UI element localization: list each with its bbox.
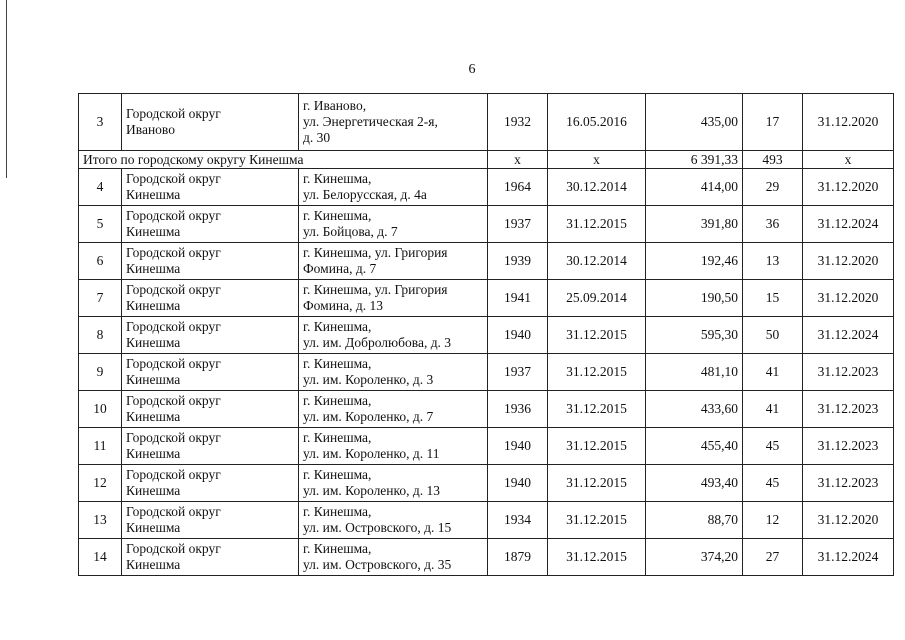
- row-number: 8: [79, 317, 122, 354]
- deadline-cell: 31.12.2024: [803, 317, 894, 354]
- address-line: г. Кинешма,: [303, 467, 372, 482]
- municipality-line: Кинешма: [126, 483, 181, 498]
- address-cell: [299, 169, 488, 206]
- row-number: 14: [79, 539, 122, 576]
- date-cell: 30.12.2014: [548, 243, 646, 280]
- address-cell: [299, 391, 488, 428]
- table-row: [79, 465, 894, 502]
- address-line: ул. Белорусская, д. 4а: [303, 187, 427, 202]
- address-line: г. Кинешма,: [303, 208, 372, 223]
- date-cell: 31.12.2015: [548, 465, 646, 502]
- address-cell: [299, 243, 488, 280]
- address-cell: [299, 539, 488, 576]
- row-number: 13: [79, 502, 122, 539]
- municipality-line: Городской округ: [126, 430, 221, 445]
- row-number: 12: [79, 465, 122, 502]
- deadline-cell: 31.12.2020: [803, 169, 894, 206]
- residents-cell: 45: [743, 465, 803, 502]
- deadline-cell: 31.12.2020: [803, 243, 894, 280]
- row-number: 7: [79, 280, 122, 317]
- table-row: [79, 206, 894, 243]
- row-number: 5: [79, 206, 122, 243]
- total-area-cell: 6 391,33: [646, 151, 743, 169]
- year-cell: 1937: [488, 354, 548, 391]
- address-line: г. Кинешма,: [303, 504, 372, 519]
- total-row: [79, 151, 894, 169]
- address-line: ул. им. Короленко, д. 3: [303, 372, 434, 387]
- residents-cell: 27: [743, 539, 803, 576]
- address-line: г. Кинешма, ул. Григория: [303, 282, 448, 297]
- area-cell: 481,10: [646, 354, 743, 391]
- deadline-cell: 31.12.2020: [803, 502, 894, 539]
- municipality-line: Городской округ: [126, 282, 221, 297]
- municipality-line: Кинешма: [126, 372, 181, 387]
- date-cell: 16.05.2016: [548, 94, 646, 151]
- residents-cell: 50: [743, 317, 803, 354]
- area-cell: 374,20: [646, 539, 743, 576]
- address-cell: [299, 502, 488, 539]
- area-cell: 192,46: [646, 243, 743, 280]
- page-number: 6: [468, 62, 476, 77]
- address-line: Фомина, д. 7: [303, 261, 377, 276]
- date-cell: 30.12.2014: [548, 169, 646, 206]
- address-line: д. 30: [303, 130, 331, 145]
- address-line: г. Кинешма, ул. Григория: [303, 245, 448, 260]
- date-cell: 31.12.2015: [548, 391, 646, 428]
- address-line: ул. им. Добролюбова, д. 3: [303, 335, 452, 350]
- deadline-cell: 31.12.2020: [803, 94, 894, 151]
- municipality-line: Кинешма: [126, 520, 181, 535]
- residents-cell: 45: [743, 428, 803, 465]
- area-cell: 190,50: [646, 280, 743, 317]
- residents-cell: 15: [743, 280, 803, 317]
- table-row: [79, 391, 894, 428]
- row-number: 3: [79, 94, 122, 151]
- deadline-cell: 31.12.2023: [803, 465, 894, 502]
- address-line: ул. Энергетическая 2-я,: [303, 114, 438, 129]
- municipality-cell: [122, 354, 299, 391]
- table-body: [79, 94, 894, 576]
- municipality-line: Городской округ: [126, 504, 221, 519]
- date-cell: 31.12.2015: [548, 502, 646, 539]
- table-row: [79, 539, 894, 576]
- address-cell: [299, 317, 488, 354]
- row-number: 4: [79, 169, 122, 206]
- municipality-line: Городской округ: [126, 541, 221, 556]
- address-line: г. Иваново,: [303, 98, 367, 113]
- year-cell: 1879: [488, 539, 548, 576]
- address-cell: [299, 465, 488, 502]
- municipality-line: Кинешма: [126, 335, 181, 350]
- row-number: 9: [79, 354, 122, 391]
- municipality-line: Кинешма: [126, 187, 181, 202]
- municipality-cell: [122, 391, 299, 428]
- deadline-cell: 31.12.2023: [803, 354, 894, 391]
- address-line: ул. им. Островского, д. 35: [303, 557, 452, 572]
- year-cell: 1937: [488, 206, 548, 243]
- table-row: [79, 317, 894, 354]
- municipality-cell: [122, 206, 299, 243]
- address-line: ул. Бойцова, д. 7: [303, 224, 398, 239]
- table-row: [79, 428, 894, 465]
- year-cell: 1932: [488, 94, 548, 151]
- year-cell: 1964: [488, 169, 548, 206]
- address-line: ул. им. Короленко, д. 13: [303, 483, 441, 498]
- date-cell: 31.12.2015: [548, 354, 646, 391]
- area-cell: 493,40: [646, 465, 743, 502]
- municipality-cell: [122, 94, 299, 151]
- table-row: [79, 169, 894, 206]
- address-cell: [299, 94, 488, 151]
- municipality-line: Иваново: [126, 122, 175, 137]
- area-cell: 433,60: [646, 391, 743, 428]
- year-cell: 1940: [488, 317, 548, 354]
- deadline-cell: 31.12.2023: [803, 391, 894, 428]
- residents-cell: 41: [743, 391, 803, 428]
- municipality-line: Кинешма: [126, 446, 181, 461]
- municipality-line: Городской округ: [126, 467, 221, 482]
- municipality-cell: [122, 243, 299, 280]
- area-cell: 88,70: [646, 502, 743, 539]
- area-cell: 414,00: [646, 169, 743, 206]
- municipality-line: Городской округ: [126, 106, 221, 121]
- address-line: г. Кинешма,: [303, 356, 372, 371]
- area-cell: 435,00: [646, 94, 743, 151]
- date-cell: 31.12.2015: [548, 206, 646, 243]
- total-deadline-cell: x: [803, 151, 894, 169]
- deadline-cell: 31.12.2024: [803, 206, 894, 243]
- municipality-line: Кинешма: [126, 224, 181, 239]
- municipality-line: Городской округ: [126, 356, 221, 371]
- address-cell: [299, 206, 488, 243]
- residents-cell: 41: [743, 354, 803, 391]
- address-cell: [299, 354, 488, 391]
- date-cell: 31.12.2015: [548, 317, 646, 354]
- housing-registry-table: [78, 93, 894, 576]
- table-row: [79, 243, 894, 280]
- table-row: [79, 354, 894, 391]
- table-row: [79, 502, 894, 539]
- municipality-cell: [122, 317, 299, 354]
- municipality-line: Городской округ: [126, 245, 221, 260]
- residents-cell: 17: [743, 94, 803, 151]
- year-cell: 1941: [488, 280, 548, 317]
- area-cell: 595,30: [646, 317, 743, 354]
- municipality-line: Кинешма: [126, 261, 181, 276]
- area-cell: 391,80: [646, 206, 743, 243]
- deadline-cell: 31.12.2024: [803, 539, 894, 576]
- residents-cell: 13: [743, 243, 803, 280]
- municipality-cell: [122, 169, 299, 206]
- address-line: г. Кинешма,: [303, 541, 372, 556]
- municipality-line: Городской округ: [126, 393, 221, 408]
- date-cell: 31.12.2015: [548, 428, 646, 465]
- scan-margin-line: [6, 0, 7, 178]
- address-line: г. Кинешма,: [303, 171, 372, 186]
- deadline-cell: 31.12.2023: [803, 428, 894, 465]
- residents-cell: 29: [743, 169, 803, 206]
- year-cell: 1940: [488, 428, 548, 465]
- address-line: ул. им. Островского, д. 15: [303, 520, 452, 535]
- municipality-cell: [122, 502, 299, 539]
- area-cell: 455,40: [646, 428, 743, 465]
- total-label: Итого по городскому округу Кинешма: [79, 151, 488, 169]
- year-cell: 1936: [488, 391, 548, 428]
- deadline-cell: 31.12.2020: [803, 280, 894, 317]
- year-cell: 1939: [488, 243, 548, 280]
- date-cell: 31.12.2015: [548, 539, 646, 576]
- municipality-line: Кинешма: [126, 557, 181, 572]
- date-cell: 25.09.2014: [548, 280, 646, 317]
- year-cell: 1940: [488, 465, 548, 502]
- address-line: ул. им. Короленко, д. 7: [303, 409, 434, 424]
- total-residents-cell: 493: [743, 151, 803, 169]
- total-year-cell: x: [488, 151, 548, 169]
- residents-cell: 12: [743, 502, 803, 539]
- municipality-line: Городской округ: [126, 208, 221, 223]
- address-cell: [299, 428, 488, 465]
- row-number: 11: [79, 428, 122, 465]
- table-row: [79, 280, 894, 317]
- address-cell: [299, 280, 488, 317]
- municipality-cell: [122, 280, 299, 317]
- municipality-cell: [122, 428, 299, 465]
- address-line: г. Кинешма,: [303, 319, 372, 334]
- address-line: ул. им. Короленко, д. 11: [303, 446, 440, 461]
- table-row: [79, 94, 894, 151]
- total-date-cell: x: [548, 151, 646, 169]
- address-line: г. Кинешма,: [303, 393, 372, 408]
- residents-cell: 36: [743, 206, 803, 243]
- municipality-line: Городской округ: [126, 319, 221, 334]
- address-line: Фомина, д. 13: [303, 298, 384, 313]
- municipality-cell: [122, 539, 299, 576]
- address-line: г. Кинешма,: [303, 430, 372, 445]
- row-number: 6: [79, 243, 122, 280]
- row-number: 10: [79, 391, 122, 428]
- municipality-line: Городской округ: [126, 171, 221, 186]
- municipality-cell: [122, 465, 299, 502]
- year-cell: 1934: [488, 502, 548, 539]
- municipality-line: Кинешма: [126, 409, 181, 424]
- municipality-line: Кинешма: [126, 298, 181, 313]
